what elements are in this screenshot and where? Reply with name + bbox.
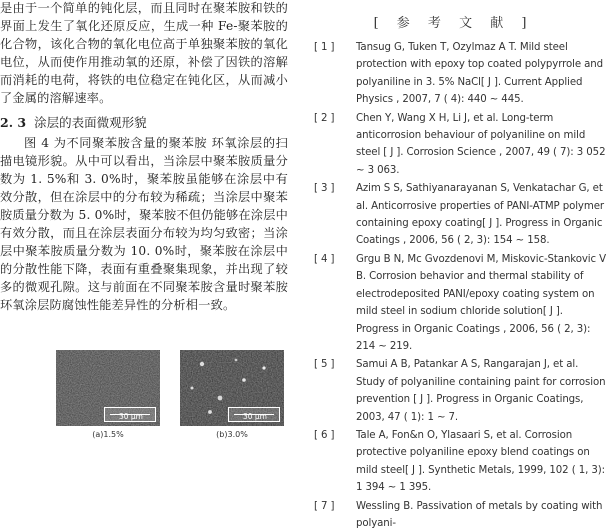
reference-number: [ 4 ] <box>314 253 335 265</box>
caption-a: (a)1.5% <box>92 430 124 439</box>
section-number: 2. 3 <box>0 115 27 131</box>
section-title: 涂层的表面微观形貌 <box>34 115 147 131</box>
reference-item <box>300 498 607 532</box>
scale-label-b: 30 μm <box>242 412 267 421</box>
left-column <box>0 0 290 442</box>
section-heading <box>0 114 290 132</box>
reference-number: [ 6 ] <box>314 429 335 441</box>
reference-text: Tale A, Fon&n O, Ylasaari S, et al. Corrosion protective polyaniline epoxy blend coatings on mild steel[ J ]. Synthetic Metals, 1999, 102 ( 1, 3): 1 394 ~ 1 395. <box>356 429 605 494</box>
caption-b: (b)3.0% <box>216 430 248 439</box>
reference-text: Samui A B, Patankar A S, Rangarajan J, et al. Study of polyaniline containing paint for corrosion prevention [ J ]. Progress in Organic Coatings, 2003, 47 ( 1): 1 ~ 7. <box>356 359 606 423</box>
reference-item <box>300 356 607 426</box>
reference-number: [ 5 ] <box>314 359 335 371</box>
reference-text: Grgu B N, Mc Gvozdenovi M, Miskovic-Stankovic V B. Corrosion behavior and thermal stability of electrodeposited PANI/epoxy coating system on mild steel in sodium chloride solution[ J ]. Progress in Organic Coatings , 2006, 56 ( 2, 3): 214 ~ 219. <box>356 253 607 352</box>
references-title: [ 参 考 文 献 ] <box>373 16 534 31</box>
body-paragraph-1: 是由于一个简单的钝化层，而且同时在聚苯胺和铁的界面上发生了氧化还原反应，生成一种 Fe-聚苯胺的化合物，该化合物的氧化电位高于单独聚苯胺的氧化电位，从而使作用推动氧的还原，补偿了因铁的溶解而消耗的电荷，将铁的电位稳定在钝化区，从而减小了金属的溶解速率。 <box>0 1 288 105</box>
reference-number: [ 2 ] <box>314 112 335 124</box>
sem-figures <box>56 350 288 442</box>
reference-item <box>300 39 607 109</box>
sem-image-a <box>56 350 160 426</box>
reference-text: Azim S S, Sathiyanarayanan S, Venkatachar G, et al. Anticorrosive properties of PANI-ATMP polymer containing epoxy coating[ J ]. Progress in Organic Coatings , 2006, 56 ( 2, 3): 154 ~ 158. <box>356 183 604 247</box>
reference-number: [ 3 ] <box>314 183 335 195</box>
reference-item <box>300 427 607 497</box>
reference-number: [ 1 ] <box>314 42 335 53</box>
sem-image-b <box>180 350 284 426</box>
reference-text: Wessling B. Passivation of metals by coating with polyani- <box>356 500 603 529</box>
body-paragraph-2: 图 4 为不同聚苯胺含量的聚苯胺 环氧涂层的扫描电镜形貌。从中可以看出，当涂层中聚苯胺质量分数为 1. 5%和 3. 0%时，聚苯胺虽能够在涂层中有效分散，但在涂层中的分布较为稀疏；当涂层中聚苯胺质量分数为 5. 0%时，聚苯胺不但仍能够在涂层中有效分散，而且在涂层表面分布较为均匀致密；当涂层中聚苯胺质量分数为 10. 0%时，聚苯胺在涂层中的分散性能下降，表面有重叠聚集现象，并出现了较多的微观孔隙。这与前面在不同聚苯胺含量时聚苯胺 环氧涂层防腐蚀性能差异性的分析相一致。 <box>0 136 288 312</box>
scale-label-a: 30 μm <box>118 412 143 421</box>
reference-text: Chen Y, Wang X H, Li J, et al. Long-term anticorrosion behaviour of polyaniline on mild steel [ J ]. Corrosion Science , 2007, 49 ( 7): 3 052 ~ 3 063. <box>356 112 606 176</box>
reference-item <box>300 251 607 355</box>
references-column <box>300 0 607 529</box>
reference-text: Tansug G, Tuken T, Ozylmaz A T. Mild steel protection with epoxy top coated polypyrrole and polyaniline in 3. 5% NaCl[ J ]. Current Applied Physics , 2007, 7 ( 4): 440 ~ 445. <box>356 42 604 106</box>
reference-item <box>300 110 607 180</box>
reference-number: [ 7 ] <box>314 500 335 512</box>
reference-item <box>300 180 607 250</box>
